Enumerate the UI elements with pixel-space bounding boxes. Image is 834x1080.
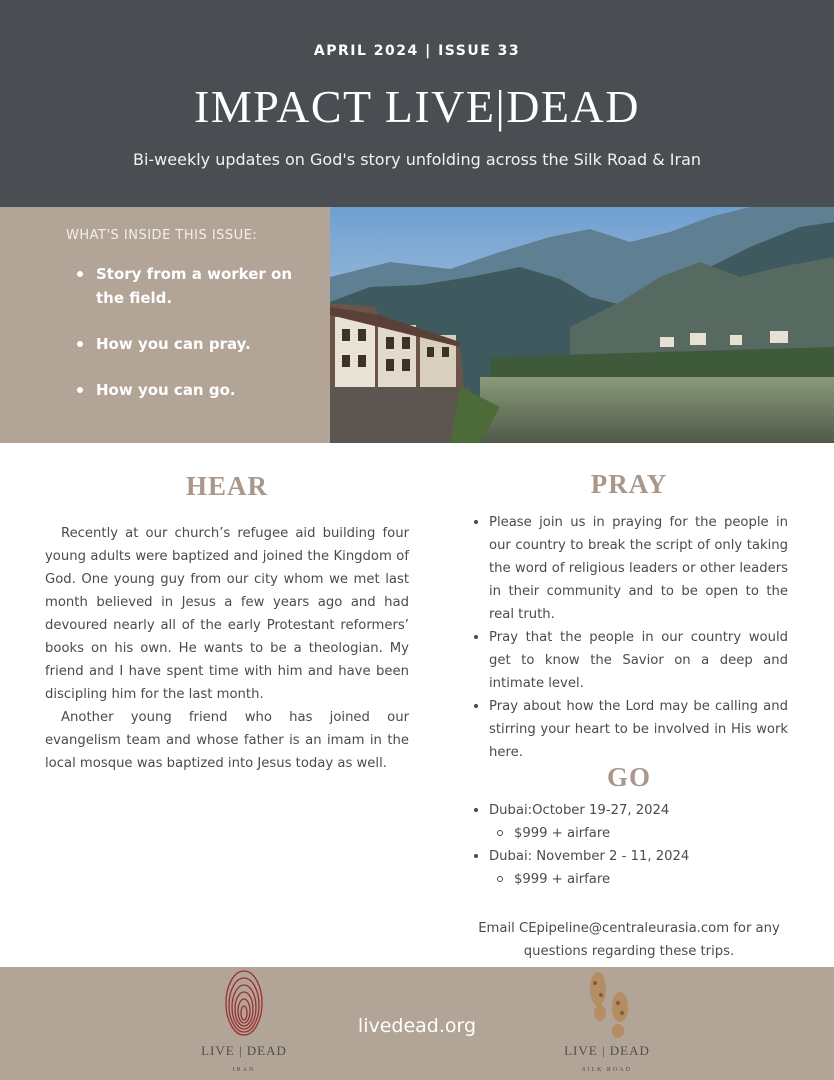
trip-price: $999 + airfare xyxy=(489,868,788,891)
inside-item-pray: How you can pray. xyxy=(77,332,317,356)
hear-story xyxy=(45,522,409,775)
hear-paragraph: Recently at our church’s refugee aid building four young adults were baptized and joined the Kingdom of God. One young guy from our city whom we met last month believed in Jesus a few years ago and had devoured nearly all of the early Protestant reformers’ books on his own. He wants to be a theologian. My friend and I have spent time with him and have been discipling him for the last month. xyxy=(45,526,409,702)
trip-label: Dubai: November 2 - 11, 2024 xyxy=(489,849,690,864)
contact-email-note: Email CEpipeline@centraleurasia.com for any questions regarding these trips. xyxy=(478,921,780,959)
go-title: GO xyxy=(606,762,651,792)
trip-details xyxy=(489,868,788,891)
trip-price: $999 + airfare xyxy=(489,822,788,845)
pray-list xyxy=(470,511,788,764)
inside-item-go: How you can go. xyxy=(77,378,317,402)
newsletter-title: IMPACT LIVE|DEAD xyxy=(194,81,640,132)
live-dead-silk-road-logo xyxy=(558,967,656,1080)
trip-label: Dubai:October 19-27, 2024 xyxy=(489,803,670,818)
footprints-icon xyxy=(558,967,656,1043)
go-trip-list xyxy=(470,799,788,891)
inside-heading: WHAT'S INSIDE THIS ISSUE: xyxy=(66,228,258,243)
inside-list xyxy=(77,262,317,402)
logo-wordmark: LIVE | DEAD xyxy=(564,1043,650,1058)
landscape-illustration xyxy=(330,207,834,443)
pray-item: Please join us in praying for the people in our country to break the script of only taking the word of religious leaders or other leaders in their community and to be open to the real truth. xyxy=(470,511,788,626)
website-link[interactable]: livedead.org xyxy=(357,1015,477,1037)
hear-paragraph: Another young friend who has joined our evangelism team and whose father is an imam in the local mosque was baptized into Jesus today as well. xyxy=(45,710,409,771)
hear-title: HEAR xyxy=(185,471,268,501)
newsletter-subtitle: Bi-weekly updates on God's story unfolding across the Silk Road & Iran xyxy=(132,150,702,169)
pray-item: Pray about how the Lord may be calling and stirring your heart to be involved in His work here. xyxy=(470,695,788,764)
logo-subtitle: IRAN xyxy=(232,1067,256,1073)
logo-wordmark: LIVE | DEAD xyxy=(201,1043,287,1058)
trip-item xyxy=(470,799,788,845)
newsletter-header xyxy=(0,0,834,207)
pray-item: Pray that the people in our country would get to know the Savior on a deep and intimate level. xyxy=(470,626,788,695)
inside-item-story: Story from a worker on the field. xyxy=(77,262,317,310)
logo-subtitle: SILK ROAD xyxy=(582,1067,632,1073)
pray-title: PRAY xyxy=(590,469,668,499)
trip-details xyxy=(489,822,788,845)
trip-item xyxy=(470,845,788,891)
issue-line: APRIL 2024 | ISSUE 33 xyxy=(313,43,521,59)
riverside-town-mountains-photo xyxy=(330,207,834,443)
